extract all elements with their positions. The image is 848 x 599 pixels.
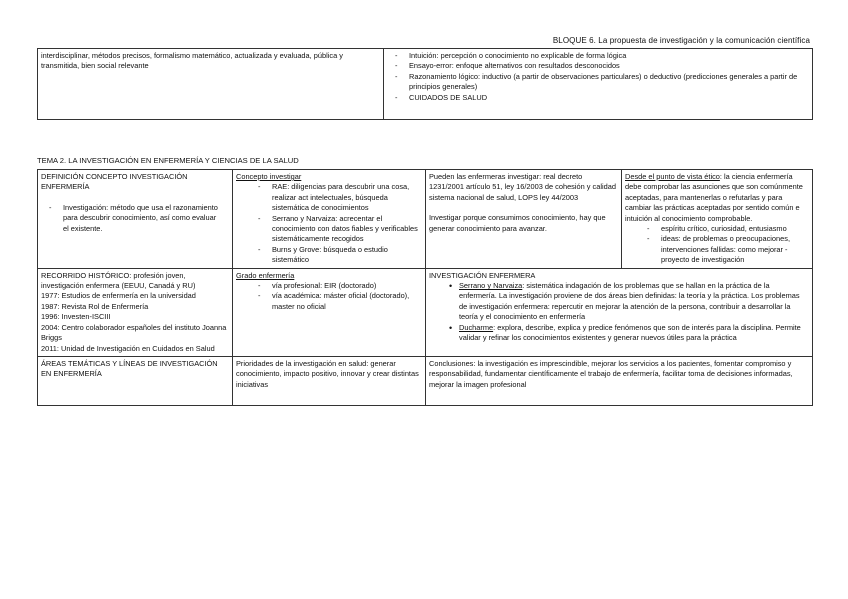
- list-item: - Investigación: método que usa el razonamiento para descubrir conocimiento, así como evaluar el existente.: [41, 203, 221, 234]
- list-item: - espíritu crítico, curiosidad, entusiasmo: [625, 224, 809, 234]
- list-item: - Intuición: percepción o conocimiento no explicable de forma lógica: [387, 51, 809, 61]
- top-left-text: interdisciplinar, métodos precisos, formalismo matemático, actualizada y evaluada, pública y transmitida, bien social relevante: [41, 51, 343, 71]
- list-item: - ideas: de problemas o preocupaciones, intervenciones fallidas: como mejorar - proyecto de investigación: [625, 234, 809, 265]
- nurses-research-text: Pueden las enfermeras investigar: real decreto 1231/2001 artículo 51, ley 16/2003 de cohesión y calidad sistema nacional de salud, LOPS ley 44/2003: [429, 172, 616, 202]
- table-row: [38, 268, 813, 356]
- list-item: - Ensayo-error: enfoque alternativos con resultados desconocidos: [387, 61, 809, 71]
- ethics-cell: [622, 170, 813, 269]
- why-research-text: Investigar porque consumimos conocimiento, hay que generar conocimiento para avanzar.: [429, 213, 606, 233]
- list-item: - Razonamiento lógico: inductivo (a partir de observaciones particulares) o deductivo (predicciones generales a partir de principios generales): [387, 72, 809, 93]
- conclusions-cell: [426, 356, 813, 405]
- table-row: [38, 170, 813, 269]
- nursing-research-cell: [426, 268, 813, 356]
- top-right-list: [387, 51, 809, 103]
- conclusions-text: Conclusiones: la investigación es imprescindible, mejorar los servicios a los pacientes, fomentar compromiso y responsabilidad, fundamentar científicamente el trabajo de enfermería, facilitar toma de decisiones informadas, mejorar la imagen profesional: [429, 358, 793, 389]
- concept-title: Concepto investigar: [236, 172, 302, 181]
- list-item: - CUIDADOS DE SALUD: [387, 93, 809, 103]
- list-item: - Serrano y Narvaiza: acrecentar el conocimiento con datos fiables y verificables sistemáticamente recogidos: [236, 214, 422, 245]
- page-header: BLOQUE 6. La propuesta de investigación y la comunicación científica: [552, 36, 810, 45]
- history-event: 1987: Revista Rol de Enfermería: [41, 301, 149, 311]
- history-event: 1977: Estudios de enfermería en la universidad: [41, 291, 196, 301]
- definition-title: DEFINICIÓN CONCEPTO INVESTIGACIÓN ENFERMERÍA: [41, 172, 188, 192]
- areas-cell: [38, 356, 233, 405]
- concept-cell: [233, 170, 426, 269]
- list-item: - Burns y Grove: búsqueda o estudio sistemático: [236, 245, 422, 266]
- history-event: 2011: Unidad de Investigación en Cuidados en Salud: [41, 343, 215, 353]
- history-title: RECORRIDO HISTÓRICO: [41, 270, 130, 280]
- history-event: 2004: Centro colaborador españoles del instituto Joanna Briggs: [41, 322, 227, 343]
- history-intro: : profesión joven, investigación enfermera (EEUU, Canadá y RU): [41, 270, 196, 291]
- top-right-cell: [384, 49, 813, 120]
- history-event: 1996: Investen-ISCIII: [41, 312, 111, 322]
- section-title: TEMA 2. LA INVESTIGACIÓN EN ENFERMERÍA Y CIENCIAS DE LA SALUD: [37, 156, 299, 165]
- definition-cell: [38, 170, 233, 269]
- top-table: [37, 48, 813, 120]
- list-item: • Ducharme: explora, describe, explica y predice fenómenos que son de interés para la disciplina. Permite validar y refinar los conocimientos existentes y generar nuevos útiles para la práctica: [429, 323, 809, 344]
- ethics-text: : la ciencia enfermería debe comprobar las asunciones que son comúnmente aceptadas, para mantenerlas o refutarlas y para cambiar las prácticas aceptadas por sentido común e intuición al conocimiento comprobable.: [625, 172, 803, 223]
- list-item: - RAE: diligencias para descubrir una cosa, realizar act intelectuales, búsqueda sistemática de conocimientos: [236, 182, 422, 213]
- list-item: - vía profesional: EIR (doctorado): [236, 281, 422, 291]
- priorities-cell: [233, 356, 426, 405]
- priorities-text: Prioridades de la investigación en salud: generar conocimiento, impacto positivo, innovar y crear distintas iniciativas: [236, 358, 419, 389]
- areas-title: ÁREAS TEMÁTICAS Y LÍNEAS DE INVESTIGACIÓN EN ENFERMERÍA: [41, 358, 218, 379]
- history-cell: [38, 268, 233, 356]
- list-item: • Serrano y Narvaiza: sistemática indagación de los problemas que se hallan en la práctica de la enfermería. La investigación proviene de dos áreas bien definidas: la teoría y la práctica. Los problemas de investigación enfermera: repercutir en mejorar la atención de la persona, contribuir a desarrollar la teoría y el conocimiento en enfermería: [429, 281, 809, 323]
- nursing-research-title: INVESTIGACIÓN ENFERMERA: [429, 270, 536, 280]
- list-item: - vía académica: máster oficial (doctorado), master no oficial: [236, 291, 422, 312]
- nurses-research-cell: [426, 170, 622, 269]
- top-left-cell: [38, 49, 384, 120]
- main-table: [37, 169, 813, 406]
- degree-cell: [233, 268, 426, 356]
- ethics-lead: Desde el punto de vista ético: [625, 172, 720, 181]
- table-row: [38, 356, 813, 405]
- degree-title: Grado enfermería: [236, 270, 295, 280]
